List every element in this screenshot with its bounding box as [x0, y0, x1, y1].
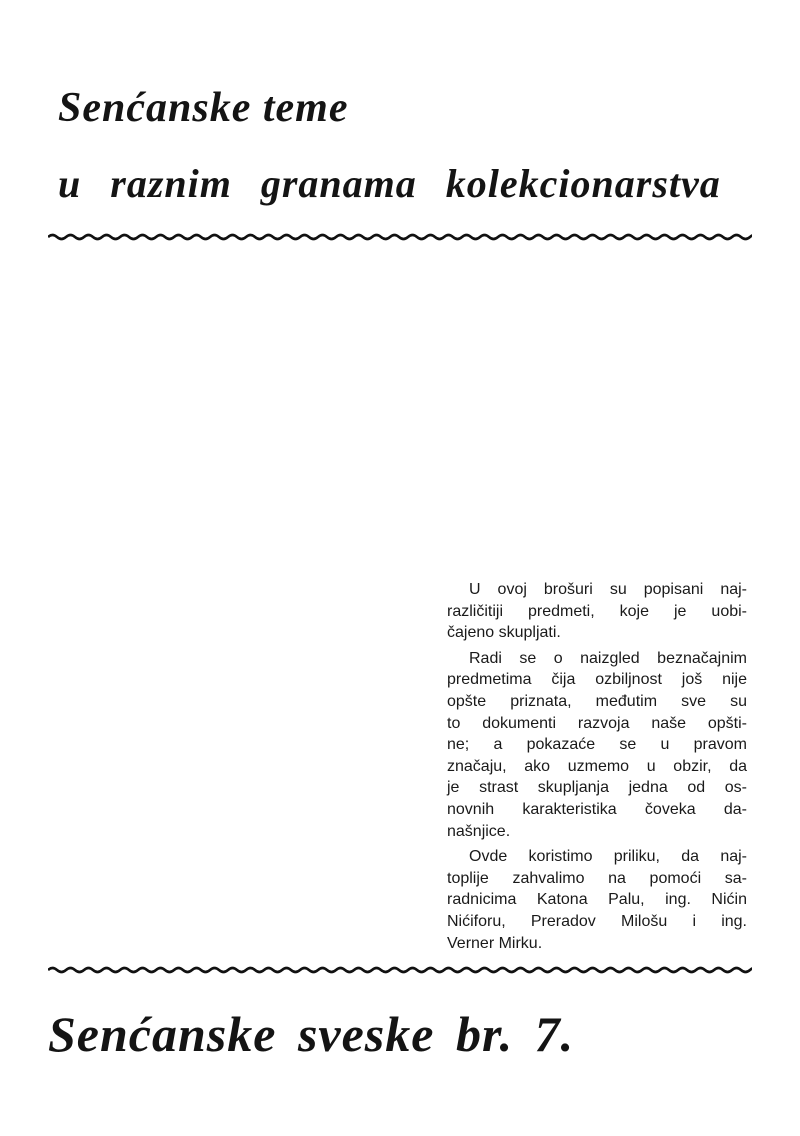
- text-line: značaju, ako uzmemo u obzir, da: [447, 757, 747, 775]
- paragraph: [447, 846, 747, 954]
- text-line: toplije zahvalimo na pomoći sa-: [447, 869, 747, 887]
- text-line: je strast skupljanja jedna od os-: [447, 779, 747, 797]
- text-line: Ovde koristimo priliku, da naj-: [469, 848, 747, 866]
- text-line: različitiji predmeti, koje je uobi-: [447, 602, 747, 620]
- text-line: to dokumenti razvoja naše opšti-: [447, 714, 747, 732]
- text-line: čajeno skupljati.: [447, 624, 561, 642]
- title-line-2: u raznim granama kolekcionarstva: [58, 161, 721, 206]
- text-line: Radi se o naizgled beznačajnim: [469, 649, 747, 667]
- text-line: opšte priznata, međutim sve su: [447, 692, 747, 710]
- text-line: Nićiforu, Preradov Milošu i ing.: [447, 912, 747, 930]
- wave-path: [48, 235, 752, 239]
- text-line: našnjice.: [447, 822, 511, 840]
- wavy-divider-bottom: [48, 965, 752, 975]
- text-line: predmetima čija ozbiljnost još nije: [447, 671, 747, 689]
- text-line: radnicima Katona Palu, ing. Nićin: [447, 891, 747, 909]
- wavy-divider-top: [48, 232, 752, 242]
- text-line: novnih karakteristika čoveka da-: [447, 800, 747, 818]
- paragraph: [447, 579, 747, 644]
- wave-path: [48, 968, 752, 972]
- series-title: Senćanske sveske br. 7.: [48, 1006, 575, 1062]
- title-line-1: Senćanske teme: [58, 85, 349, 131]
- text-line: ne; a pokazaće se u pravom: [447, 736, 747, 754]
- paragraph: [447, 648, 747, 842]
- body-text: [447, 579, 747, 958]
- text-line: Verner Mirku.: [447, 934, 543, 952]
- text-line: U ovoj brošuri su popisani naj-: [469, 581, 747, 598]
